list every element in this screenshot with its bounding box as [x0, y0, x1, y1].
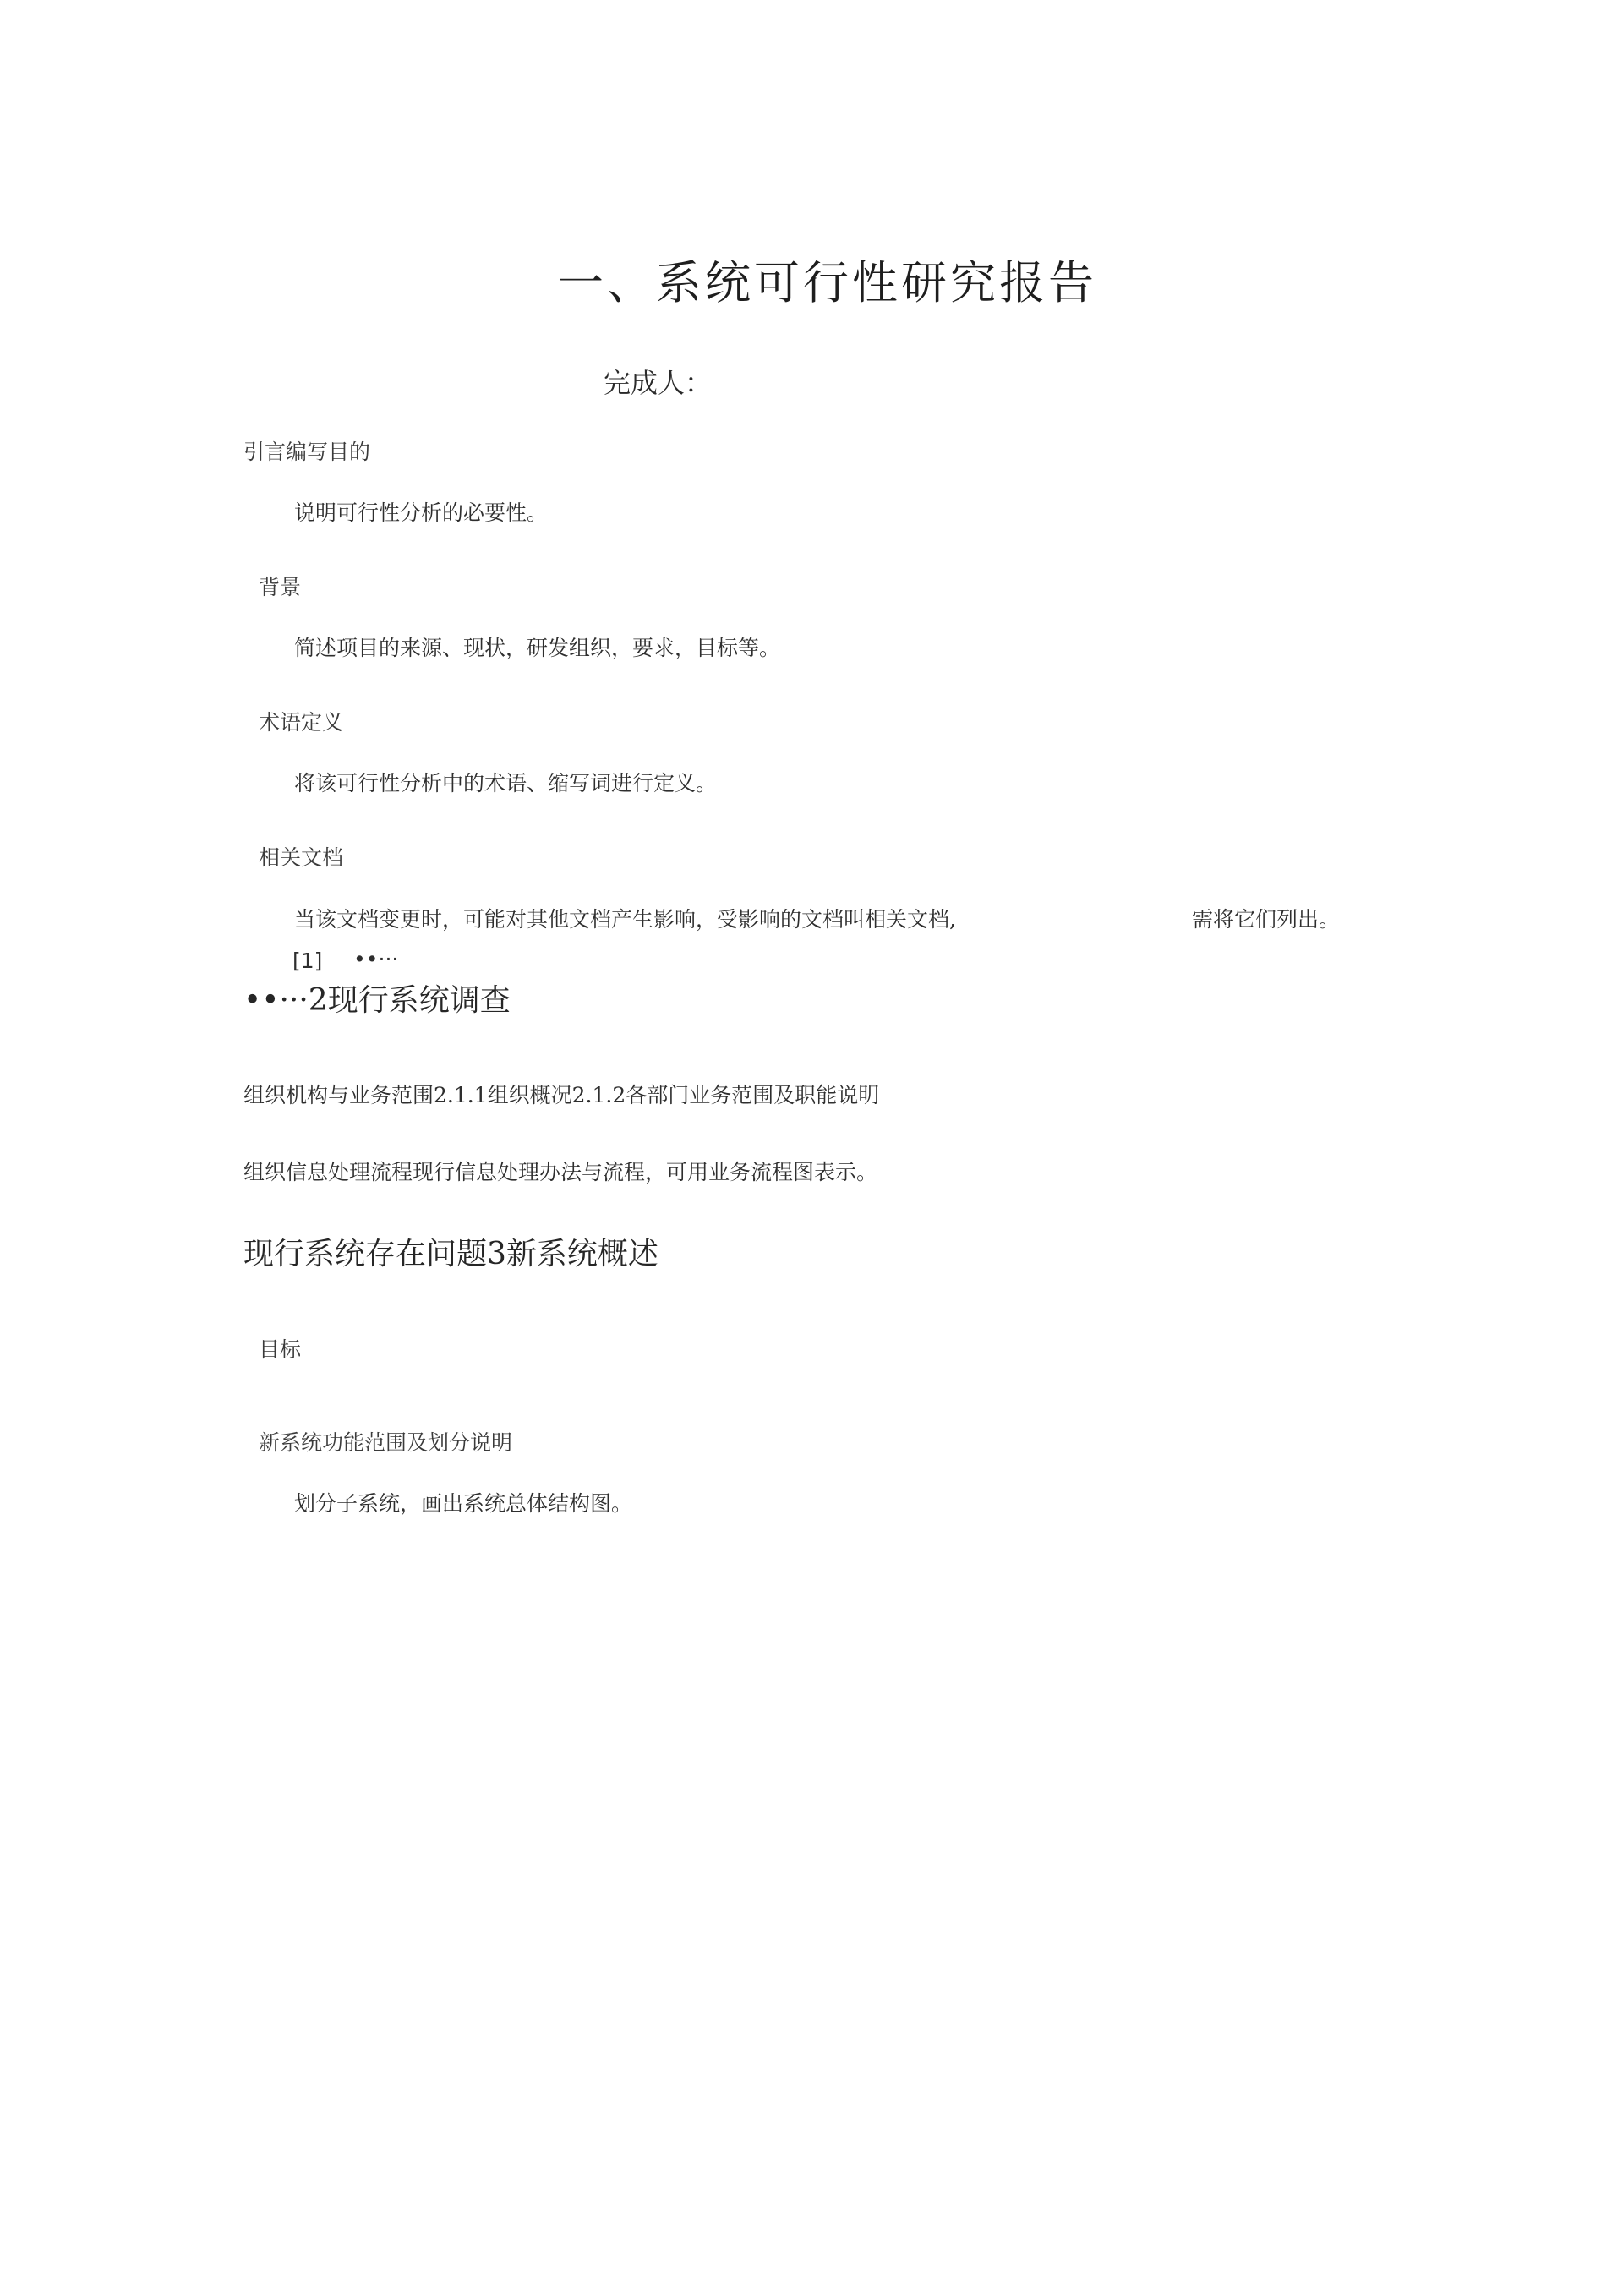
scope-heading: 新系统功能范围及划分说明	[259, 1430, 513, 1455]
goal-heading: 目标	[259, 1337, 302, 1362]
author-label: 完成人：	[604, 367, 713, 399]
intro-heading: 引言编写目的	[243, 440, 371, 464]
reference-marker: [1]	[292, 948, 323, 973]
info-process-line: 组织信息处理流程现行信息处理办法与流程，可用业务流程图表示。	[243, 1160, 878, 1184]
terms-text: 将该可行性分析中的术语、缩写词进行定义。	[294, 771, 718, 795]
section-2-heading: ••···2现行系统调查	[243, 983, 511, 1018]
background-text: 简述项目的来源、现状，研发组织，要求，目标等。	[294, 636, 781, 660]
scope-text: 划分子系统，画出系统总体结构图。	[294, 1491, 633, 1516]
document-title: 一、系统可行性研究报告	[558, 256, 1097, 309]
related-docs-text: 当该文档变更时，可能对其他文档产生影响，受影响的文档叫相关文档,	[294, 907, 956, 932]
org-scope-line: 组织机构与业务范围2.1.1组织概况2.1.2各部门业务范围及职能说明	[243, 1083, 880, 1107]
related-docs-heading: 相关文档	[259, 845, 344, 870]
related-docs-text-tail: 需将它们列出。	[1192, 907, 1341, 932]
background-heading: 背景	[259, 575, 302, 599]
intro-text: 说明可行性分析的必要性。	[294, 500, 549, 525]
reference-dots: ••···	[353, 947, 399, 971]
section-3-heading: 现行系统存在问题3新系统概述	[243, 1237, 658, 1271]
terms-heading: 术语定义	[259, 710, 344, 735]
